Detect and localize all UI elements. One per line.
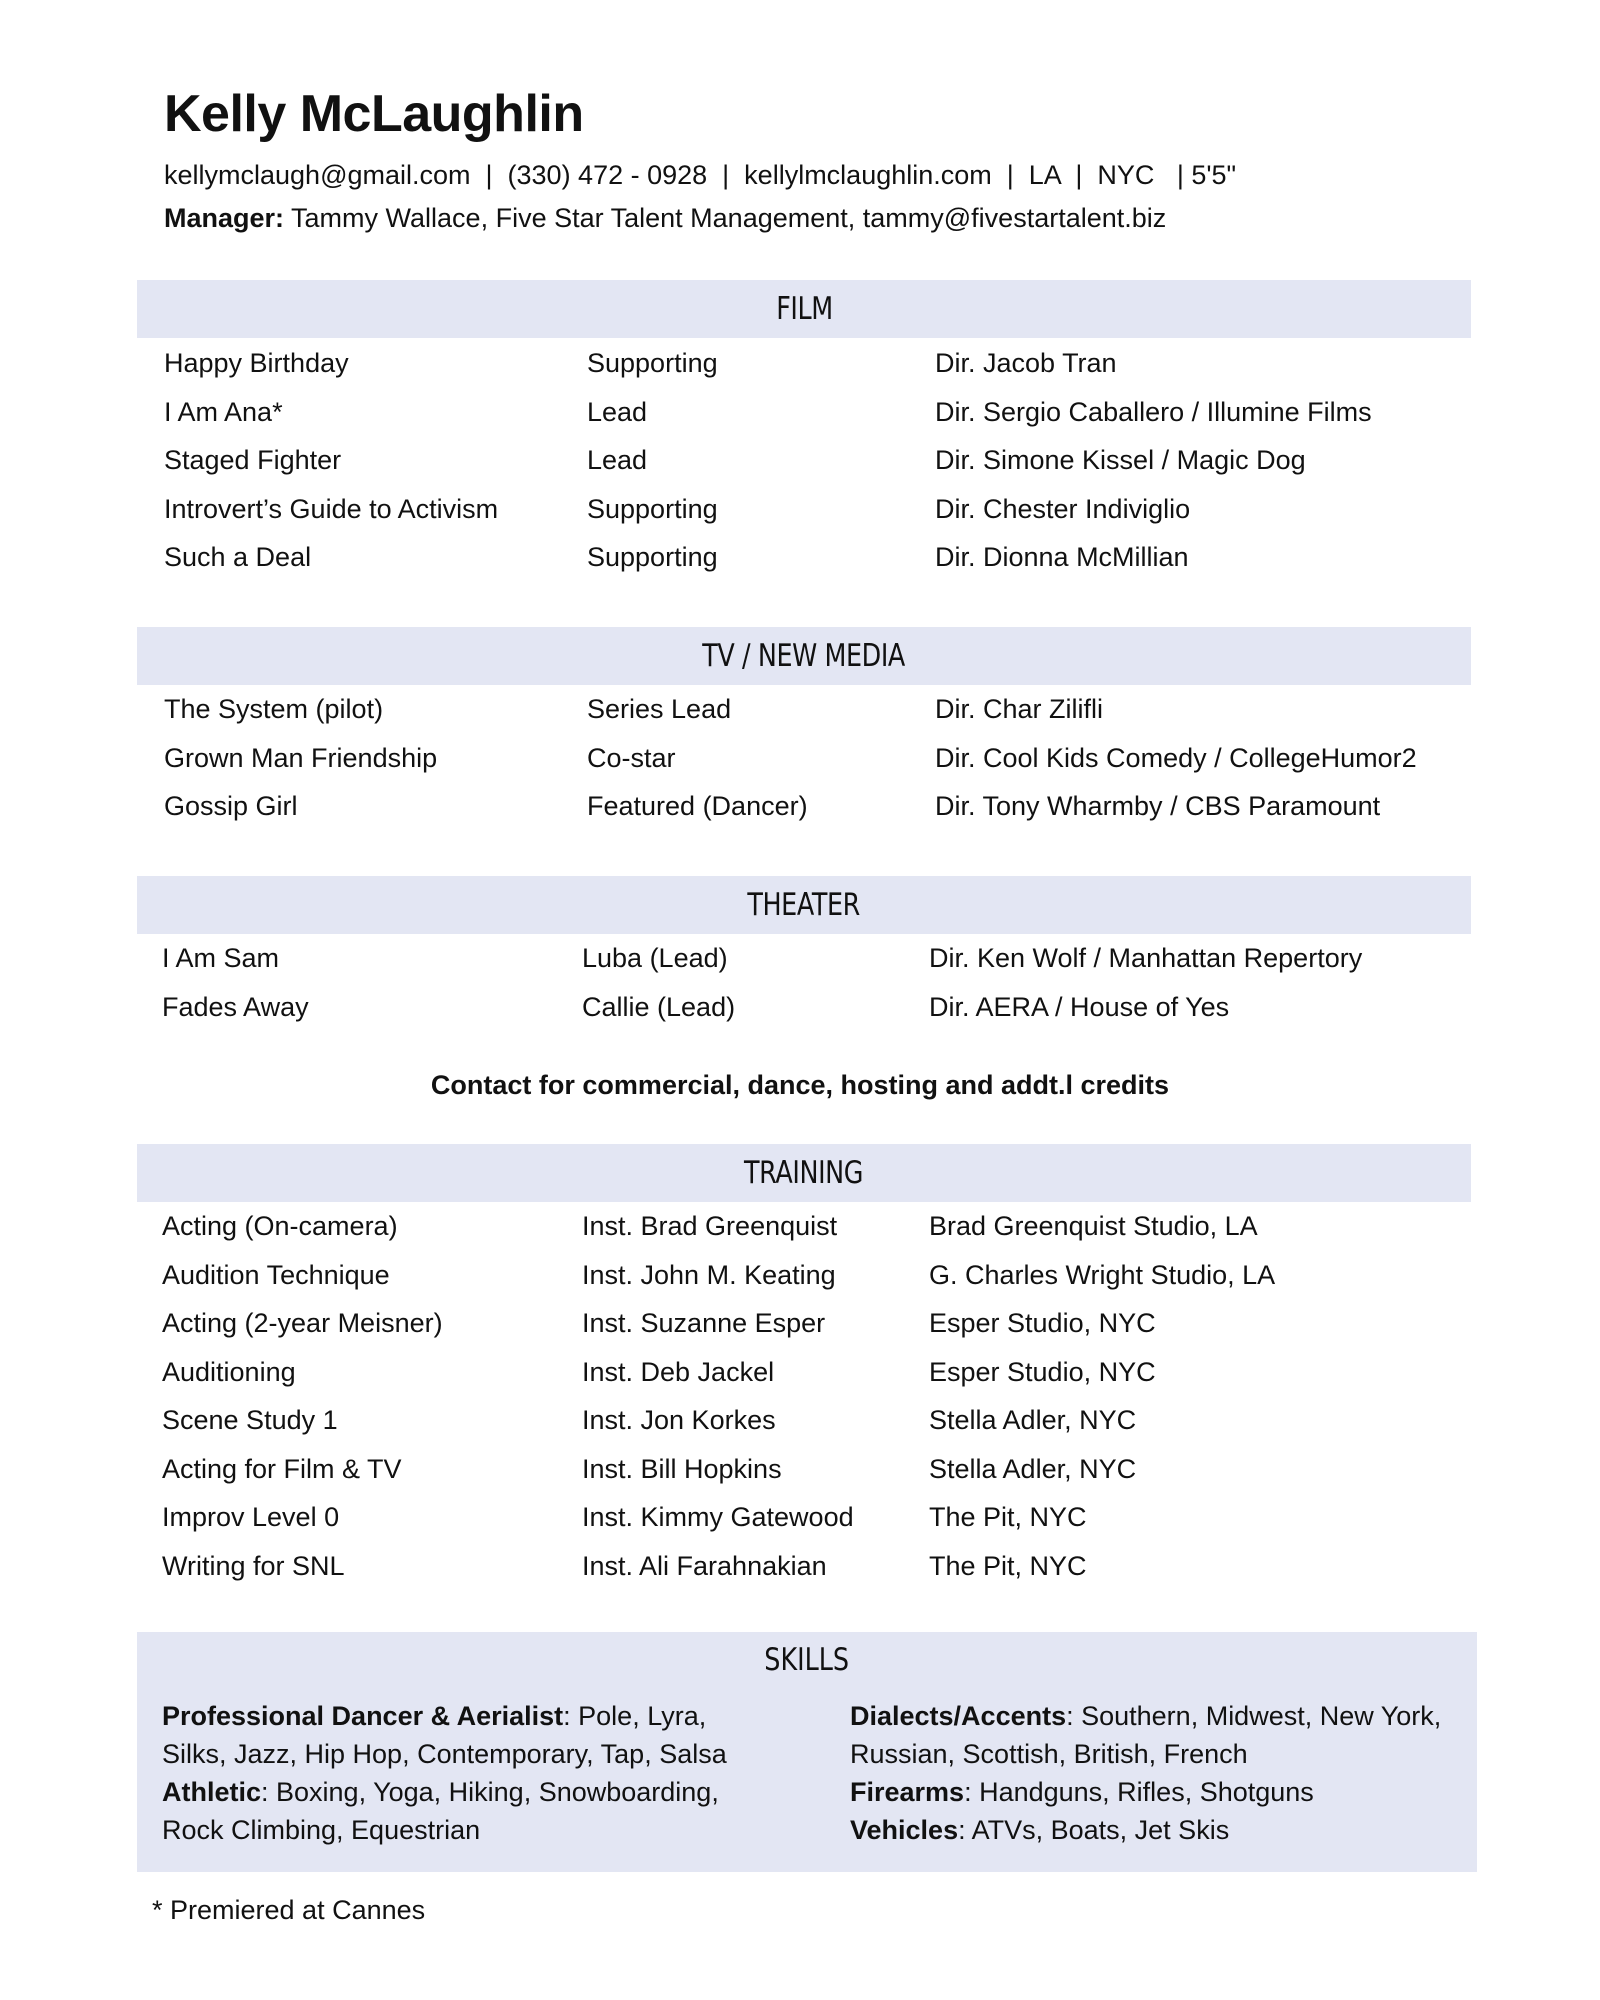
- project-cell: Introvert’s Guide to Activism: [164, 493, 499, 524]
- director-cell: Brad Greenquist Studio, LA: [929, 1211, 1258, 1241]
- manager-value: Tammy Wallace, Five Star Talent Management, tammy@fivestartalent.biz: [284, 203, 1167, 233]
- project-cell: Happy Birthday: [164, 348, 349, 378]
- role-cell: Inst. Ali Farahnakian: [582, 1550, 827, 1581]
- theater-section-title: THEATER: [747, 887, 861, 923]
- skill-text: : Boxing, Yoga, Hiking, Snowboarding, Rock Climbing, Equestrian: [162, 1777, 719, 1845]
- project-cell: Staged Fighter: [164, 445, 342, 475]
- credit-row: [0, 348, 1600, 397]
- project-cell: Such a Deal: [164, 542, 312, 572]
- credit-row: [0, 1551, 1600, 1600]
- contact-line: kellymclaugh@gmail.com | (330) 472 - 0928 | kellylmclaughlin.com | LA | NYC | 5'5": [164, 160, 1237, 190]
- project-cell: Audition Technique: [162, 1259, 390, 1290]
- skills-right-column: [850, 1697, 1450, 1849]
- film-section-header: [137, 280, 1471, 338]
- credit-row: [0, 943, 1600, 992]
- role-cell: Lead: [587, 396, 648, 427]
- credit-row: [0, 1211, 1600, 1260]
- skills-section-title: [137, 1642, 1477, 1678]
- skill-label: Professional Dancer & Aerialist: [162, 1701, 564, 1731]
- project-cell: Acting for Film & TV: [162, 1453, 402, 1484]
- director-cell: The Pit, NYC: [929, 1550, 1087, 1581]
- director-cell: Dir. Tony Wharmby / CBS Paramount: [935, 791, 1381, 821]
- training-section-header: [137, 1144, 1471, 1202]
- director-cell: Esper Studio, NYC: [929, 1308, 1156, 1338]
- training-section-title: TRAINING: [744, 1155, 864, 1191]
- project-cell: Gossip Girl: [164, 791, 298, 821]
- credit-row: [0, 494, 1600, 543]
- manager-line: [164, 203, 1166, 234]
- manager-label: Manager:: [164, 203, 285, 233]
- role-cell: Inst. Bill Hopkins: [582, 1453, 782, 1484]
- training-list: [0, 1211, 1600, 1599]
- role-cell: Inst. Kimmy Gatewood: [582, 1502, 854, 1532]
- credit-row: [0, 1357, 1600, 1406]
- project-cell: Grown Man Friendship: [164, 742, 438, 773]
- tv-section-header: [137, 627, 1471, 685]
- director-cell: The Pit, NYC: [929, 1502, 1087, 1532]
- role-cell: Inst. Deb Jackel: [582, 1356, 775, 1387]
- role-cell: Inst. Suzanne Esper: [582, 1308, 826, 1338]
- theater-credits: [0, 943, 1600, 1040]
- director-cell: Dir. Cool Kids Comedy / CollegeHumor2: [935, 742, 1417, 773]
- role-cell: Supporting: [587, 542, 718, 572]
- director-cell: Dir. Jacob Tran: [935, 348, 1117, 378]
- skills-left-column: [162, 1697, 762, 1849]
- project-cell: Improv Level 0: [162, 1502, 340, 1532]
- project-cell: Auditioning: [162, 1356, 296, 1387]
- director-cell: Dir. AERA / House of Yes: [929, 991, 1230, 1022]
- contact-note: Contact for commercial, dance, hosting and addt.l credits: [430, 1070, 1170, 1100]
- skill-text: : Pole, Lyra, Silks, Jazz, Hip Hop, Contemporary, Tap, Salsa: [162, 1701, 727, 1769]
- footnote: * Premiered at Cannes: [152, 1895, 426, 1925]
- tv-credits: [0, 694, 1600, 840]
- role-cell: Inst. John M. Keating: [582, 1259, 836, 1290]
- role-cell: Inst. Brad Greenquist: [582, 1211, 838, 1241]
- director-cell: Stella Adler, NYC: [929, 1453, 1137, 1484]
- director-cell: G. Charles Wright Studio, LA: [929, 1259, 1276, 1290]
- theater-section-header: [137, 876, 1471, 934]
- actor-name: Kelly McLaughlin: [164, 85, 584, 143]
- role-cell: Co-star: [587, 742, 676, 773]
- director-cell: Esper Studio, NYC: [929, 1356, 1156, 1387]
- project-cell: I Am Sam: [162, 943, 280, 973]
- film-credits: [0, 348, 1600, 591]
- skills-section: [137, 1632, 1477, 1872]
- skill-label: Vehicles: [850, 1815, 959, 1845]
- skill-label: Athletic: [162, 1777, 262, 1807]
- role-cell: Series Lead: [587, 694, 732, 724]
- credit-row: [0, 397, 1600, 446]
- project-cell: Fades Away: [162, 991, 309, 1022]
- role-cell: Supporting: [587, 493, 718, 524]
- skills-title-text: SKILLS: [764, 1642, 850, 1678]
- director-cell: Dir. Dionna McMillian: [935, 542, 1189, 572]
- credit-row: [0, 1308, 1600, 1357]
- skill-text: : ATVs, Boats, Jet Skis: [958, 1815, 1230, 1845]
- credit-row: [0, 1405, 1600, 1454]
- credit-row: [0, 1502, 1600, 1551]
- credit-row: [0, 542, 1600, 591]
- director-cell: Stella Adler, NYC: [929, 1405, 1137, 1435]
- role-cell: Supporting: [587, 348, 718, 378]
- role-cell: Featured (Dancer): [587, 791, 808, 821]
- credit-row: [0, 992, 1600, 1041]
- skill-label: Dialects/Accents: [850, 1701, 1067, 1731]
- director-cell: Dir. Simone Kissel / Magic Dog: [935, 445, 1306, 475]
- film-section-title: FILM: [775, 291, 833, 327]
- role-cell: Lead: [587, 445, 648, 475]
- credit-row: [0, 743, 1600, 792]
- project-cell: Acting (2-year Meisner): [162, 1308, 443, 1338]
- skill-label: Firearms: [850, 1777, 965, 1807]
- role-cell: Luba (Lead): [582, 943, 728, 973]
- project-cell: The System (pilot): [164, 694, 384, 724]
- skill-text: : Southern, Midwest, New York, Russian, Scottish, British, French: [850, 1701, 1442, 1769]
- project-cell: Scene Study 1: [162, 1405, 338, 1435]
- tv-section-title: TV / NEW MEDIA: [702, 638, 906, 674]
- credit-row: [0, 445, 1600, 494]
- credit-row: [0, 1454, 1600, 1503]
- skill-text: : Handguns, Rifles, Shotguns: [964, 1777, 1314, 1807]
- director-cell: Dir. Sergio Caballero / Illumine Films: [935, 396, 1372, 427]
- credit-row: [0, 791, 1600, 840]
- role-cell: Inst. Jon Korkes: [582, 1405, 776, 1435]
- director-cell: Dir. Ken Wolf / Manhattan Repertory: [929, 943, 1363, 973]
- project-cell: I Am Ana*: [164, 396, 283, 427]
- project-cell: Acting (On-camera): [162, 1211, 398, 1241]
- director-cell: Dir. Char Zilifli: [935, 694, 1104, 724]
- credit-row: [0, 1260, 1600, 1309]
- director-cell: Dir. Chester Indiviglio: [935, 493, 1191, 524]
- project-cell: Writing for SNL: [162, 1550, 345, 1581]
- role-cell: Callie (Lead): [582, 991, 736, 1022]
- credit-row: [0, 694, 1600, 743]
